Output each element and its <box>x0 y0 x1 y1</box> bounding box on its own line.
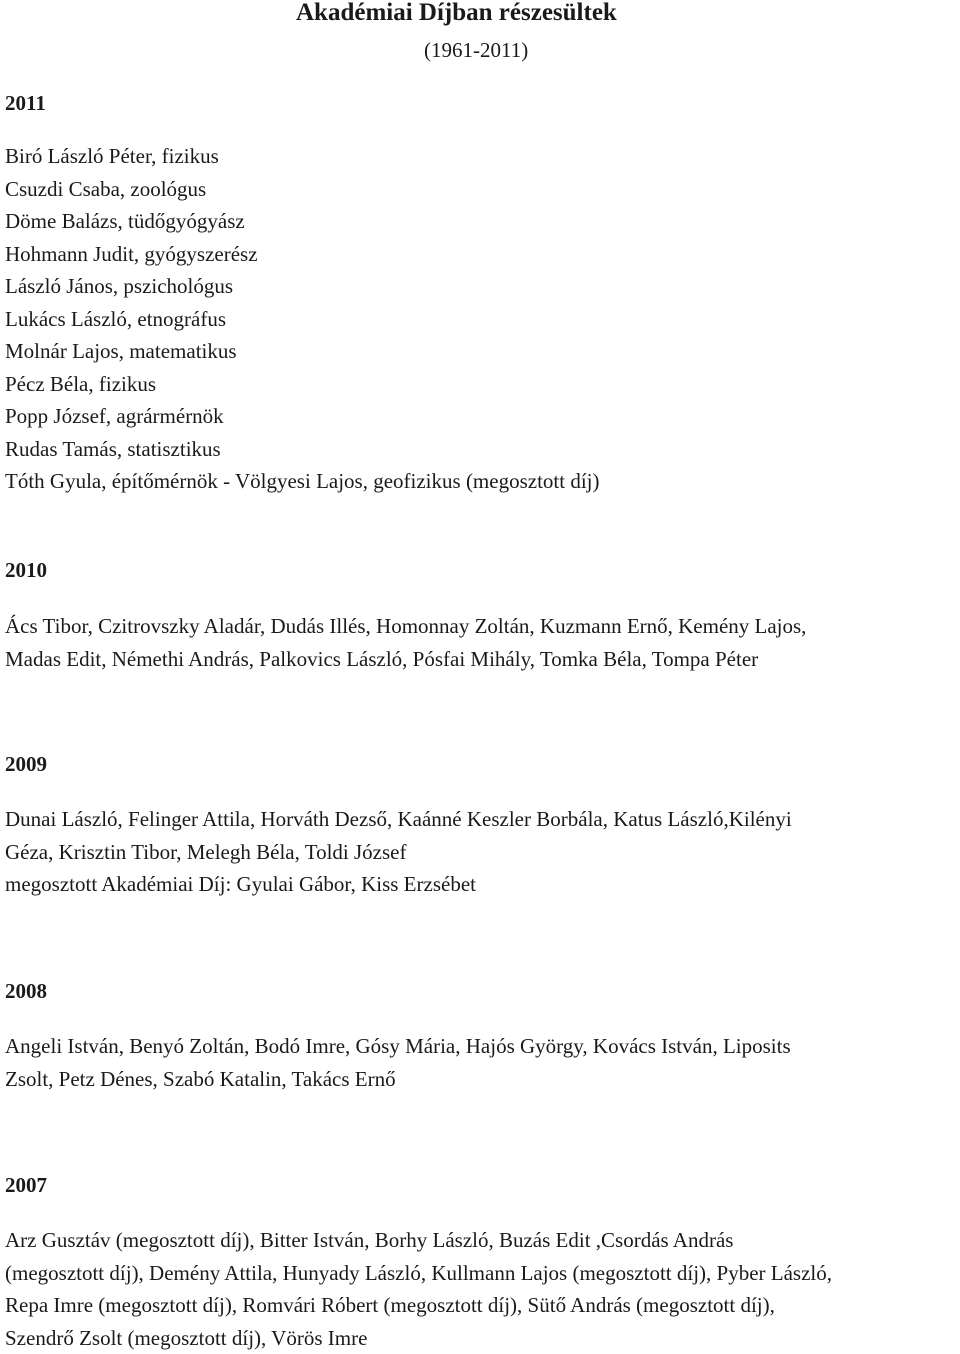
award-line: Molnár Lajos, matematikus <box>5 335 960 368</box>
award-line: Szendrő Zsolt (megosztott díj), Vörös Imre <box>5 1322 960 1354</box>
year-heading-2011: 2011 <box>5 88 46 118</box>
award-line: László János, pszichológus <box>5 270 960 303</box>
award-list-2009 <box>5 803 960 901</box>
year-heading-2008: 2008 <box>5 976 47 1006</box>
award-line: megosztott Akadémiai Díj: Gyulai Gábor, Kiss Erzsébet <box>5 868 960 901</box>
award-list-2010 <box>5 610 960 675</box>
award-line: (megosztott díj), Demény Attila, Hunyady László, Kullmann Lajos (megosztott díj), Pyber László, <box>5 1257 960 1290</box>
award-line: Biró László Péter, fizikus <box>5 140 960 173</box>
award-line: Döme Balázs, tüdőgyógyász <box>5 205 960 238</box>
award-line: Rudas Tamás, statisztikus <box>5 433 960 466</box>
award-list-2008 <box>5 1030 960 1095</box>
award-line: Hohmann Judit, gyógyszerész <box>5 238 960 271</box>
page-subtitle: (1961-2011) <box>424 35 528 65</box>
award-line: Ács Tibor, Czitrovszky Aladár, Dudás Illés, Homonnay Zoltán, Kuzmann Ernő, Kemény Lajos, <box>5 610 960 643</box>
award-line: Repa Imre (megosztott díj), Romvári Róbert (megosztott díj), Sütő András (megosztott díj), <box>5 1289 960 1322</box>
award-line: Zsolt, Petz Dénes, Szabó Katalin, Takács Ernő <box>5 1063 960 1096</box>
award-line: Popp József, agrármérnök <box>5 400 960 433</box>
award-line: Angeli István, Benyó Zoltán, Bodó Imre, Gósy Mária, Hajós György, Kovács István, Liposits <box>5 1030 960 1063</box>
year-heading-2009: 2009 <box>5 749 47 779</box>
award-line: Csuzdi Csaba, zoológus <box>5 173 960 206</box>
award-line: Tóth Gyula, építőmérnök - Völgyesi Lajos, geofizikus (megosztott díj) <box>5 465 960 498</box>
award-line: Dunai László, Felinger Attila, Horváth Dezső, Kaánné Keszler Borbála, Katus László,Kilényi <box>5 803 960 836</box>
award-line: Lukács László, etnográfus <box>5 303 960 336</box>
award-line: Madas Edit, Némethi András, Palkovics László, Pósfai Mihály, Tomka Béla, Tompa Péter <box>5 643 960 676</box>
award-line: Pécz Béla, fizikus <box>5 368 960 401</box>
year-heading-2010: 2010 <box>5 555 47 585</box>
page-title: Akadémiai Díjban részesültek <box>296 0 617 30</box>
award-line: Arz Gusztáv (megosztott díj), Bitter István, Borhy László, Buzás Edit ,Csordás András <box>5 1224 960 1257</box>
award-list-2011 <box>5 140 960 498</box>
award-line: Géza, Krisztin Tibor, Melegh Béla, Toldi József <box>5 836 960 869</box>
award-list-2007 <box>5 1224 960 1354</box>
year-heading-2007: 2007 <box>5 1170 47 1200</box>
